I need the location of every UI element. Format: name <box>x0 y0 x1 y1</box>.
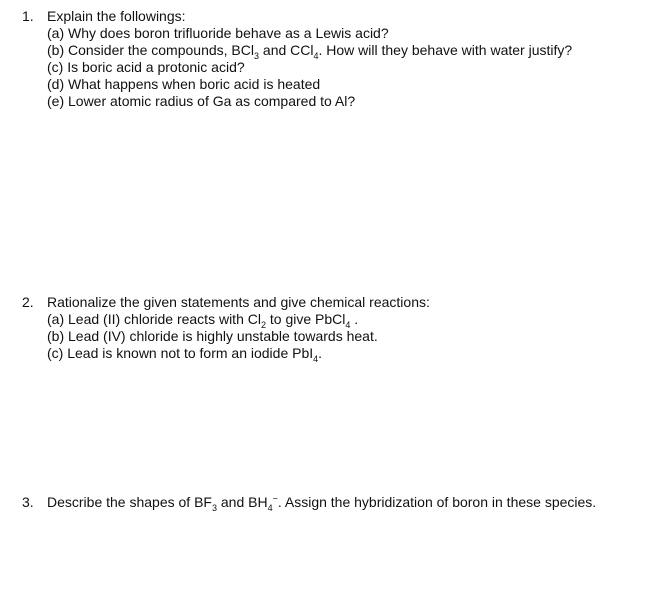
question-text: Describe the shapes of $BF_3$ and $BH_4^-$. Assign the hybridization of boron in these species. <box>47 493 597 513</box>
question-number: 2. <box>22 294 34 310</box>
subquestion-e: (e) Lower atomic radius of Ga as compared to Al? <box>47 93 356 109</box>
subquestion-a: (a) Lead (II) chloride reacts with $Cl_2$ to give PbCl$_4$ . <box>47 311 359 330</box>
subquestion-b: (b) Consider the compounds, BCl$_3$ and CCl$_4$. How will they behave with water justify? <box>47 42 573 61</box>
question-1 <box>22 8 637 110</box>
subquestion-c: (c) Is boric acid a protonic acid? <box>47 59 245 75</box>
subquestion-b: (b) Lead (IV) chloride is highly unstable towards heat. <box>47 328 378 344</box>
subquestion-d: (d) What happens when boric acid is heated <box>47 76 321 92</box>
question-2 <box>22 294 637 362</box>
question-3 <box>22 494 637 511</box>
subquestion-c: (c) Lead is known not to form an iodide PbI$_4$. <box>47 345 323 364</box>
subquestion-a: (a) Why does boron trifluoride behave as a Lewis acid? <box>47 25 389 41</box>
question-number: 1. <box>22 8 34 24</box>
question-text: Explain the followings: <box>47 8 186 24</box>
question-text: Rationalize the given statements and give chemical reactions: <box>47 294 430 310</box>
question-number: 3. <box>22 494 34 510</box>
